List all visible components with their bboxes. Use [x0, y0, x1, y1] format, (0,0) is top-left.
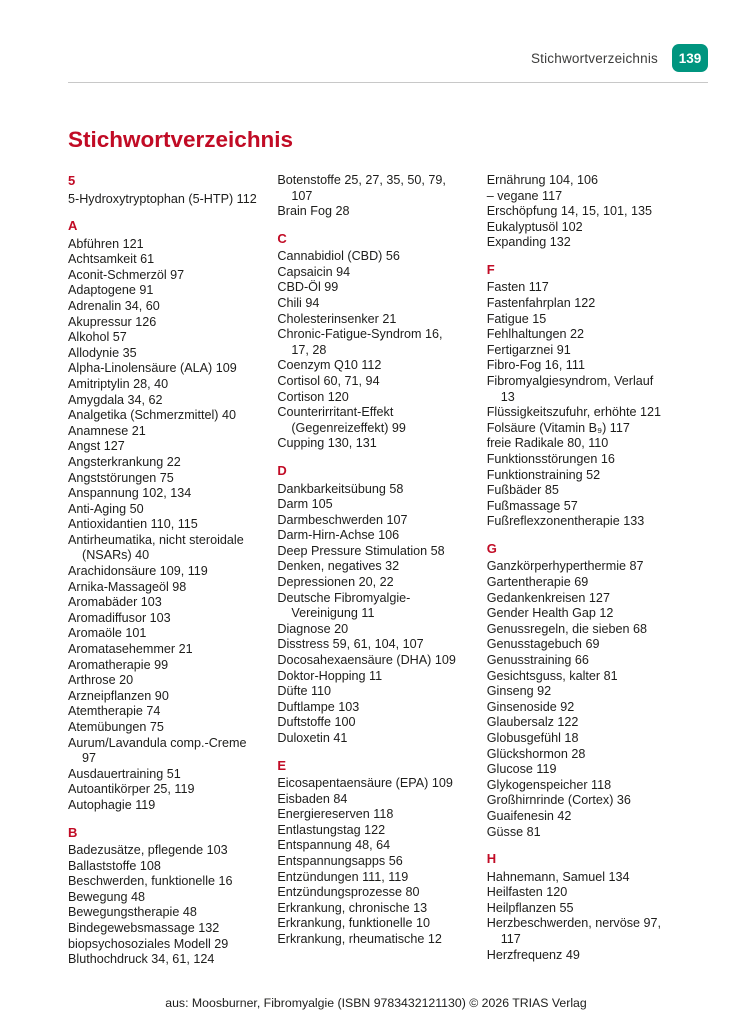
index-entry: Fußbäder 85 — [486, 483, 559, 498]
index-entry: Fibromyalgiesyndrom, Verlauf — [486, 374, 654, 389]
index-entry: Bewegung 48 — [68, 889, 146, 904]
index-entry: Cholesterinsenker 21 — [277, 311, 397, 326]
index-entry: Funktionstraining 52 — [486, 467, 601, 482]
index-entry: Diagnose 20 — [277, 621, 349, 636]
index-entry: Allodynie 35 — [68, 345, 137, 360]
index-entry: Aromadiffusor 103 — [68, 610, 171, 625]
index-entry: Bluthochdruck 34, 61, 124 — [68, 952, 215, 967]
index-entry: Gartentherapie 69 — [486, 575, 589, 590]
index-entry: Aurum/Lavandula comp.-Creme — [68, 735, 247, 750]
index-entry: Amitriptylin 28, 40 — [68, 376, 169, 391]
index-entry: Gedankenkreisen 127 — [486, 590, 610, 605]
index-column-3 — [487, 173, 708, 968]
index-entry: Fasten 117 — [486, 280, 549, 295]
index-entry: – vegane 117 — [486, 188, 563, 203]
index-entry: Globusgefühl 18 — [486, 731, 579, 745]
index-entry: Genussregeln, die sieben 68 — [486, 621, 648, 636]
index-entry: Darmbeschwerden 107 — [277, 512, 408, 527]
index-entry-continuation: 107 — [291, 188, 313, 203]
index-entry: Achtsamkeit 61 — [68, 252, 155, 267]
index-entry: Alpha-Linolensäure (ALA) 109 — [68, 361, 237, 376]
index-entry: Fehlhaltungen 22 — [486, 327, 585, 342]
index-entry: Chili 94 — [277, 296, 320, 311]
index-entry: Capsaicin 94 — [277, 264, 351, 279]
index-entry: Güsse 81 — [486, 824, 541, 839]
index-entry-continuation: 97 — [82, 751, 97, 766]
index-entry: Erkrankung, funktionelle 10 — [277, 916, 430, 931]
index-entry: Duftlampe 103 — [277, 699, 360, 714]
index-entry: Duftstoffe 100 — [277, 715, 356, 730]
index-entry: Antirheumatika, nicht steroidale — [68, 532, 244, 547]
index-entry: Analgetika (Schmerzmittel) 40 — [68, 408, 236, 423]
section-letter: D — [277, 463, 287, 478]
index-entry: Akupressur 126 — [68, 314, 157, 329]
index-entry: Glaubersalz 122 — [486, 715, 579, 730]
index-entry-continuation: 17, 28 — [291, 342, 327, 357]
index-entry: Entlastungstag 122 — [277, 822, 386, 837]
index-entry: Herzbeschwerden, nervöse 97, — [486, 916, 662, 931]
index-entry: Folsäure (Vitamin B₉) 117 — [486, 420, 630, 435]
index-entry: Abführen 121 — [68, 236, 144, 251]
index-entry: Darm 105 — [277, 497, 333, 512]
index-entry: Botenstoffe 25, 27, 35, 50, 79, — [277, 173, 446, 187]
index-entry: Aromaöle 101 — [68, 626, 147, 641]
index-entry: Energiereserven 118 — [277, 807, 394, 822]
index-entry: Fastenfahrplan 122 — [486, 296, 596, 311]
index-entry: Fußreflexzonentherapie 133 — [486, 514, 645, 529]
index-entry: Eicosapentaensäure (EPA) 109 — [277, 776, 453, 791]
index-entry: Angst 127 — [68, 439, 125, 454]
index-entry: Doktor-Hopping 11 — [277, 668, 383, 683]
page-footer: aus: Moosburner, Fibromyalgie (ISBN 9783432121130) © 2026 TRIAS Verlag — [165, 996, 587, 1010]
index-entry: Entzündungsprozesse 80 — [277, 885, 420, 900]
index-entry: Chronic-Fatigue-Syndrom 16, — [277, 327, 443, 342]
index-entry: Adaptogene 91 — [68, 283, 154, 298]
index-entry: Arnika-Massageöl 98 — [68, 579, 187, 594]
index-entry: Gender Health Gap 12 — [486, 606, 614, 621]
index-entry: Heilpflanzen 55 — [486, 900, 574, 915]
index-entry: Erkrankung, chronische 13 — [277, 900, 428, 915]
index-entry: Bewegungstherapie 48 — [68, 905, 197, 920]
index-entry: Guaifenesin 42 — [486, 808, 572, 823]
index-entry: Ballaststoffe 108 — [68, 858, 161, 873]
index-entry: Anamnese 21 — [68, 423, 146, 438]
index-entry: Cortisol 60, 71, 94 — [277, 374, 380, 389]
index-entry: Counterirritant-Effekt — [277, 405, 394, 420]
index-entry: Hahnemann, Samuel 134 — [486, 869, 630, 884]
index-entry: Fibro-Fog 16, 111 — [486, 358, 585, 373]
index-entry: Angststörungen 75 — [68, 470, 174, 485]
index-entry: Autoantikörper 25, 119 — [68, 782, 195, 797]
index-entry: Aromatherapie 99 — [68, 657, 169, 672]
index-entry: Alkohol 57 — [68, 330, 127, 345]
index-columns — [68, 173, 708, 968]
index-entry: Denken, negatives 32 — [277, 559, 400, 574]
index-entry: Deep Pressure Stimulation 58 — [277, 543, 445, 558]
index-entry: Atemtherapie 74 — [68, 704, 161, 719]
index-entry: Fatigue 15 — [486, 311, 547, 326]
index-entry: biopsychosoziales Modell 29 — [68, 936, 229, 951]
index-entry: Duloxetin 41 — [277, 731, 348, 745]
index-entry: Erschöpfung 14, 15, 101, 135 — [486, 204, 652, 219]
index-entry: Ginsenoside 92 — [486, 699, 575, 714]
section-letter: H — [486, 851, 497, 867]
index-entry: Entspannungsapps 56 — [277, 854, 403, 869]
index-entry: Antioxidantien 110, 115 — [68, 517, 198, 532]
section-letter: A — [68, 218, 78, 234]
index-entry: Cannabidiol (CBD) 56 — [277, 249, 400, 264]
index-entry: Flüssigkeitszufuhr, erhöhte 121 — [486, 405, 662, 420]
index-entry: Erkrankung, rheumatische 12 — [277, 932, 442, 947]
index-entry: Arachidonsäure 109, 119 — [68, 564, 208, 579]
index-entry: Entzündungen 111, 119 — [277, 869, 409, 884]
index-entry: Entspannung 48, 64 — [277, 838, 391, 853]
index-column-1 — [68, 173, 264, 968]
index-entry: Expanding 132 — [486, 235, 571, 250]
index-entry: Depressionen 20, 22 — [277, 575, 394, 590]
index-entry-continuation: (NSARs) 40 — [82, 548, 150, 563]
index-entry: Düfte 110 — [277, 684, 332, 699]
index-entry: Coenzym Q10 112 — [277, 358, 382, 373]
index-entry: Docosahexaensäure (DHA) 109 — [277, 653, 456, 668]
index-entry: Atemübungen 75 — [68, 720, 164, 734]
index-entry: Beschwerden, funktionelle 16 — [68, 874, 233, 889]
index-entry: Cortison 120 — [277, 389, 349, 404]
index-entry: Angsterkrankung 22 — [68, 454, 181, 469]
index-entry: Disstress 59, 61, 104, 107 — [277, 637, 424, 652]
index-entry: Anspannung 102, 134 — [68, 486, 192, 501]
index-entry: Genusstagebuch 69 — [486, 637, 600, 652]
index-entry: Anti-Aging 50 — [68, 501, 144, 516]
index-entry: Arthrose 20 — [68, 673, 134, 688]
index-entry: Cupping 130, 131 — [277, 436, 377, 451]
index-entry: Gesichtsguss, kalter 81 — [486, 668, 618, 683]
index-entry: Fußmassage 57 — [486, 498, 578, 513]
index-entry: Dankbarkeitsübung 58 — [277, 481, 404, 496]
section-letter: C — [277, 230, 287, 246]
index-entry: Adrenalin 34, 60 — [68, 298, 160, 313]
page-number-badge: 139 — [672, 44, 708, 72]
index-entry: 5-Hydroxytryptophan (5-HTP) 112 — [68, 191, 257, 206]
index-entry: Bindegewebsmassage 132 — [68, 921, 220, 936]
index-entry: Eukalyptusöl 102 — [486, 219, 583, 234]
header-section-title: Stichwortverzeichnis — [530, 50, 658, 66]
index-entry: Glückshormon 28 — [486, 746, 586, 761]
page-header — [68, 0, 708, 83]
index-entry: Aromatasehemmer 21 — [68, 642, 193, 657]
index-entry-continuation: (Gegenreizeffekt) 99 — [291, 420, 406, 435]
index-entry: Ernährung 104, 106 — [486, 173, 599, 187]
index-entry: Genusstraining 66 — [486, 653, 589, 668]
index-entry: Ganzkörperhyperthermie 87 — [486, 559, 644, 574]
index-entry-continuation: 13 — [500, 389, 515, 404]
index-entry-continuation: Vereinigung 11 — [291, 606, 375, 621]
index-entry: Badezusätze, pflegende 103 — [68, 843, 228, 858]
index-entry: Autophagie 119 — [68, 797, 156, 812]
index-entry: Glucose 119 — [486, 762, 557, 777]
index-entry: Großhirnrinde (Cortex) 36 — [486, 793, 631, 808]
index-entry: Darm-Hirn-Achse 106 — [277, 528, 400, 543]
section-letter: B — [68, 824, 78, 840]
index-entry: freie Radikale 80, 110 — [486, 436, 609, 451]
index-column-2 — [277, 173, 473, 968]
index-entry: Ausdauertraining 51 — [68, 766, 181, 781]
index-entry: Aromabäder 103 — [68, 595, 162, 610]
index-entry: Ginseng 92 — [486, 684, 552, 699]
index-entry: Funktionsstörungen 16 — [486, 452, 615, 466]
index-entry: CBD-Öl 99 — [277, 280, 339, 295]
index-entry: Herzfrequenz 49 — [486, 947, 580, 962]
index-entry-continuation: 117 — [500, 932, 521, 947]
index-entry: Deutsche Fibromyalgie- — [277, 590, 411, 605]
section-letter: 5 — [68, 173, 76, 188]
index-title: Stichwortverzeichnis — [68, 127, 294, 152]
index-entry: Amygdala 34, 62 — [68, 392, 163, 407]
index-entry: Heilfasten 120 — [486, 885, 568, 900]
index-entry: Brain Fog 28 — [277, 204, 350, 219]
section-letter: F — [486, 261, 495, 277]
index-entry: Arzneipflanzen 90 — [68, 688, 169, 703]
index-entry: Fertigarznei 91 — [486, 342, 571, 357]
section-letter: E — [277, 757, 287, 773]
index-entry: Eisbaden 84 — [277, 791, 348, 806]
section-letter: G — [486, 540, 497, 556]
index-entry: Glykogenspeicher 118 — [486, 777, 612, 792]
index-entry: Aconit-Schmerzöl 97 — [68, 267, 185, 282]
